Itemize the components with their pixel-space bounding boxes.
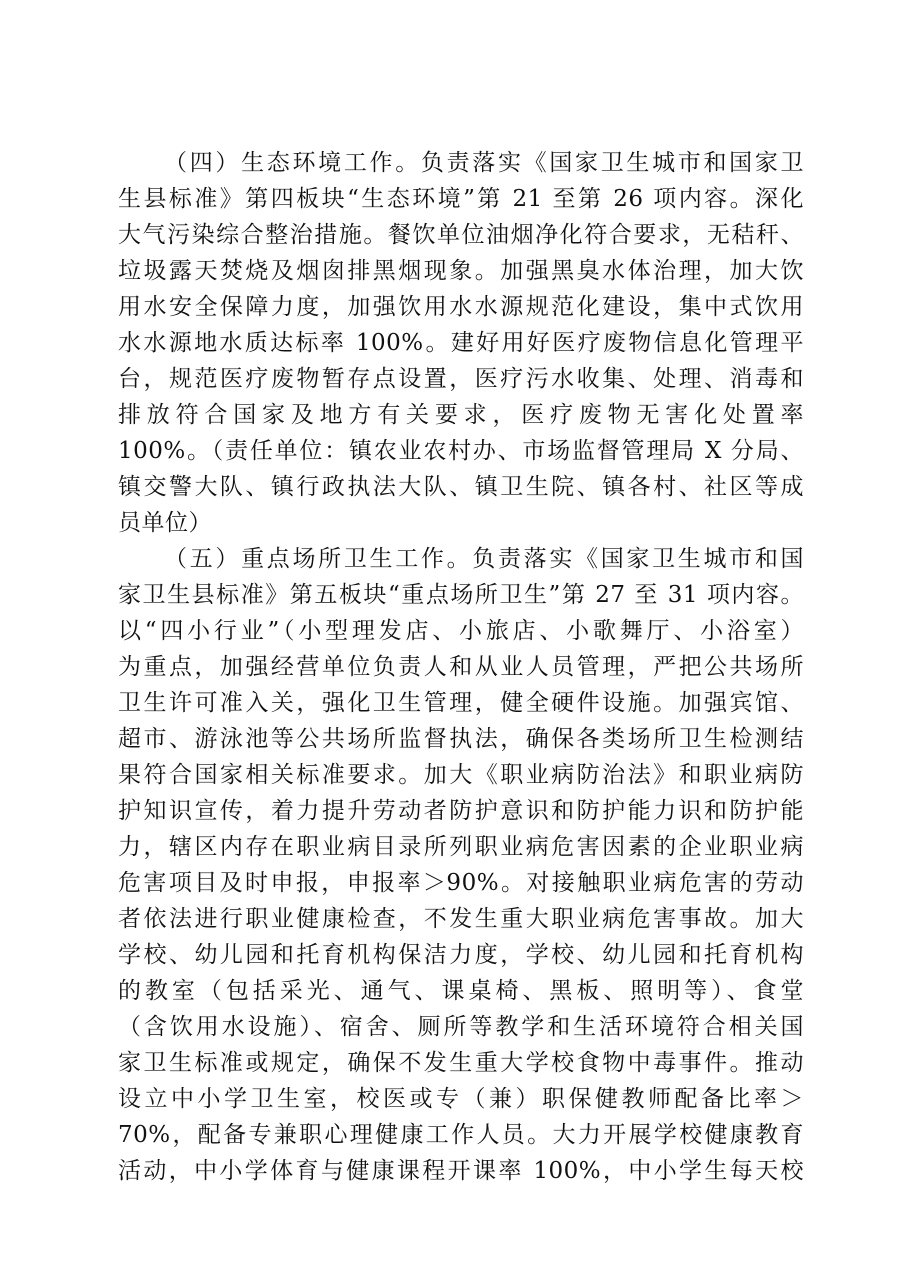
paragraph-5-line-7: 果符合国家相关标准要求。加大《职业病防治法》和职业病防	[118, 762, 804, 788]
paragraph-5-line-11: 者依法进行职业健康检查，不发生重大职业病危害事故。加大	[118, 906, 804, 932]
paragraph-5-line-10: 危害项目及时申报，申报率＞90%。对接触职业病危害的劳动	[118, 870, 804, 896]
paragraph-5-line-12: 学校、幼儿园和托育机构保洁力度，学校、幼儿园和托育机构	[118, 942, 804, 968]
paragraph-5-line-8: 护知识宣传，着力提升劳动者防护意识和防护能力识和防护能	[118, 798, 804, 824]
paragraph-4-line-5: 用水安全保障力度，加强饮用水水源规范化建设，集中式饮用	[118, 294, 804, 320]
paragraph-5-line-14: （含饮用水设施）、宿舍、厕所等教学和生活环境符合相关国	[118, 1014, 804, 1040]
paragraph-4-line-4: 垃圾露天焚烧及烟囱排黑烟现象。加强黑臭水体治理，加大饮	[118, 258, 804, 284]
paragraph-4-line-2: 生县标准》第四板块“生态环境”第 21 至第 26 项内容。深化	[118, 186, 804, 212]
paragraph-5-line-13: 的教室（包括采光、通气、课桌椅、黑板、照明等）、食堂	[118, 978, 804, 1004]
paragraph-5-line-3: 以“四小行业”（小型理发店、小旅店、小歌舞厅、小浴室）	[118, 618, 804, 644]
paragraph-5-line-2: 家卫生县标准》第五板块“重点场所卫生”第 27 至 31 项内容。	[118, 582, 804, 608]
paragraph-4-line-11: 员单位）	[118, 510, 212, 536]
paragraph-4-line-9: 100%。（责任单位：镇农业农村办、市场监督管理局 X 分局、	[118, 438, 804, 464]
paragraph-5-line-4: 为重点，加强经营单位负责人和从业人员管理，严把公共场所	[118, 654, 804, 680]
paragraph-5-line-1: （五）重点场所卫生工作。负责落实《国家卫生城市和国	[164, 546, 804, 572]
paragraph-5-line-15: 家卫生标准或规定，确保不发生重大学校食物中毒事件。推动	[118, 1050, 804, 1076]
paragraph-5-line-16: 设立中小学卫生室，校医或专（兼）职保健教师配备比率＞	[118, 1086, 804, 1112]
paragraph-4-line-8: 排放符合国家及地方有关要求，医疗废物无害化处置率	[118, 402, 804, 428]
paragraph-4-line-1: （四）生态环境工作。负责落实《国家卫生城市和国家卫	[164, 150, 804, 176]
paragraph-4-line-10: 镇交警大队、镇行政执法大队、镇卫生院、镇各村、社区等成	[118, 474, 804, 500]
paragraph-4-line-3: 大气污染综合整治措施。餐饮单位油烟净化符合要求，无秸秆、	[118, 222, 804, 248]
paragraph-5-line-18: 活动，中小学体育与健康课程开课率 100%，中小学生每天校	[118, 1158, 804, 1184]
paragraph-5-line-9: 力，辖区内存在职业病目录所列职业病危害因素的企业职业病	[118, 834, 804, 860]
paragraph-4-line-7: 台，规范医疗废物暂存点设置，医疗污水收集、处理、消毒和	[118, 366, 804, 392]
paragraph-5-line-5: 卫生许可准入关，强化卫生管理，健全硬件设施。加强宾馆、	[118, 690, 804, 716]
paragraph-5-line-17: 70%，配备专兼职心理健康工作人员。大力开展学校健康教育	[118, 1122, 804, 1148]
paragraph-5-line-6: 超市、游泳池等公共场所监督执法，确保各类场所卫生检测结	[118, 726, 804, 752]
paragraph-4-line-6: 水水源地水质达标率 100%。建好用好医疗废物信息化管理平	[118, 330, 804, 356]
